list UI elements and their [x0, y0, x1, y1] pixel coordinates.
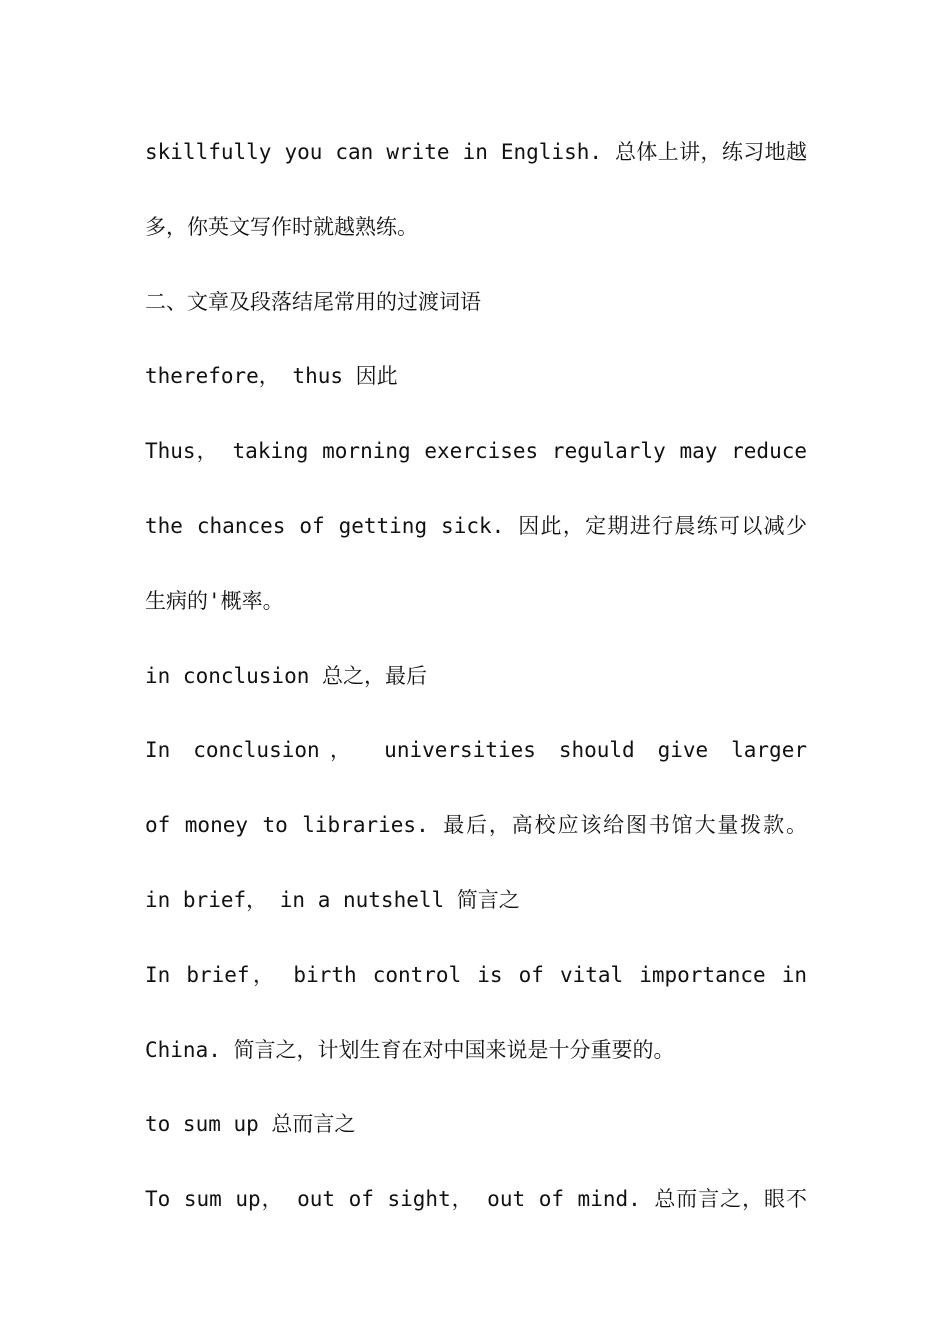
example-sentence: of money to libraries. 最后，高校应该给图书馆大量拨款。 [145, 813, 807, 838]
example-sentence: In brief， birth control is of vital importance in [145, 962, 807, 987]
text-line: 多，你英文写作时就越熟练。 [145, 214, 418, 239]
example-sentence: Thus， taking morning exercises regularly may reduce [145, 439, 807, 464]
example-sentence: In conclusion， universities should give larger [145, 738, 807, 763]
section-heading: 二、文章及段落结尾常用的过渡词语 [145, 289, 481, 314]
example-sentence: To sum up， out of sight， out of mind. 总而言之，眼不 [145, 1187, 807, 1212]
example-sentence: China. 简言之，计划生育在对中国来说是十分重要的。 [145, 1037, 675, 1062]
phrase-heading: in brief， in a nutshell 简言之 [145, 887, 520, 912]
example-sentence: the chances of getting sick. 因此，定期进行晨练可以减少 [145, 513, 807, 538]
document-body [145, 115, 807, 1237]
phrase-heading: in conclusion 总之，最后 [145, 663, 428, 688]
phrase-heading: therefore， thus 因此 [145, 364, 398, 389]
example-sentence: 生病的'概率。 [145, 588, 284, 613]
phrase-heading: to sum up 总而言之 [145, 1112, 356, 1137]
text-line: skillfully you can write in English. 总体上讲，练习地越 [145, 140, 807, 164]
